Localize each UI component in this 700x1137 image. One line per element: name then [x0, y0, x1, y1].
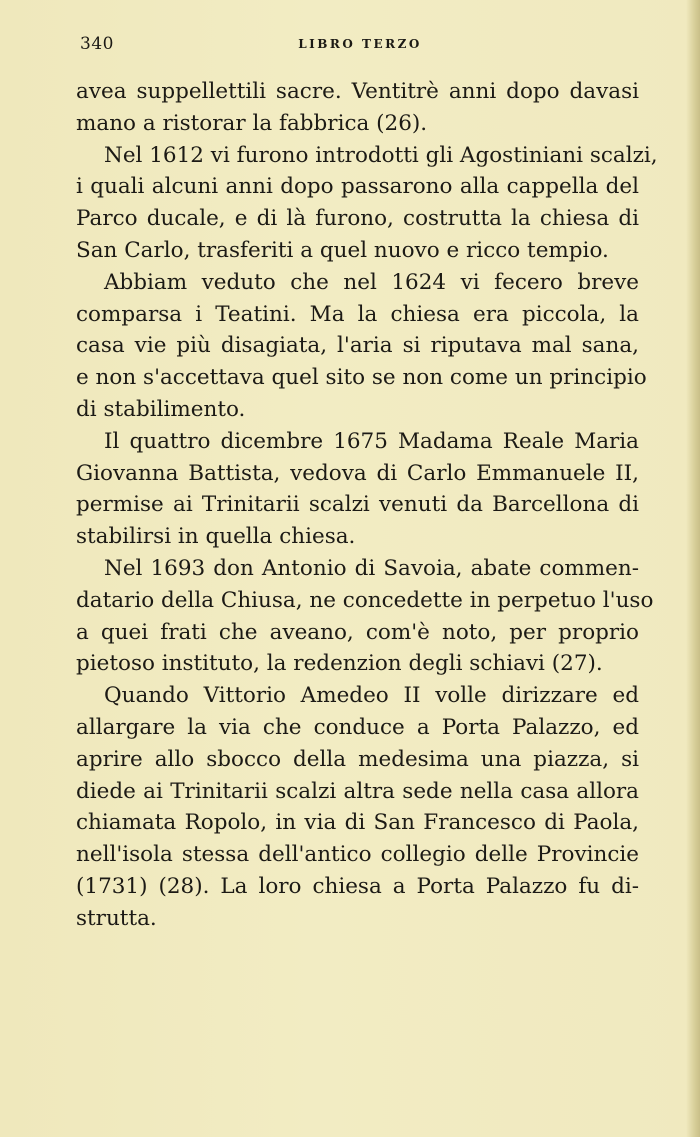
running-title: LIBRO TERZO	[298, 37, 422, 51]
text-line: di stabilimento.	[76, 396, 246, 422]
page-number: 340	[80, 34, 114, 54]
text-line: Quando Vittorio Amedeo II volle dirizzare ed	[104, 683, 639, 709]
text-line: aprire allo sbocco della medesima una piazza, si	[76, 746, 639, 772]
text-line: nell'isola stessa dell'antico collegio delle Provincie	[76, 842, 639, 868]
text-line: Il quattro dicembre 1675 Madama Reale Maria	[104, 428, 639, 454]
text-line: Abbiam veduto che nel 1624 vi fecero breve	[104, 269, 639, 295]
paragraph	[76, 267, 647, 426]
text-line: allargare la via che conduce a Porta Palazzo, ed	[76, 714, 639, 740]
running-head	[80, 34, 640, 58]
text-line: strutta.	[76, 905, 157, 931]
paragraph	[76, 680, 639, 934]
paragraph	[76, 553, 654, 680]
text-line: (1731) (28). La loro chiesa a Porta Palazzo fu di-	[76, 873, 639, 899]
text-line: mano a ristorar la fabbrica (26).	[76, 110, 428, 136]
text-line: avea suppellettili sacre. Ventitrè anni dopo davasi	[76, 79, 639, 104]
text-line: a quei frati che aveano, com'è noto, per proprio	[76, 619, 639, 645]
text-line: San Carlo, trasferiti a quel nuovo e ricco tempio.	[76, 237, 609, 263]
text-line: Nel 1612 vi furono introdotti gli Agostiniani scalzi,	[104, 142, 658, 168]
text-line: casa vie più disagiata, l'aria si riputava mal sana,	[76, 333, 639, 359]
paragraph	[76, 140, 658, 267]
text-line: chiamata Ropolo, in via di San Francesco di Paola,	[76, 810, 639, 836]
text-line: Giovanna Battista, vedova di Carlo Emmanuele II,	[76, 460, 639, 486]
text-line: stabilirsi in quella chiesa.	[76, 524, 356, 550]
body-text	[76, 76, 658, 935]
text-line: e non s'accettava quel sito se non come un principio	[76, 365, 647, 391]
text-line: datario della Chiusa, ne concedette in perpetuo l'uso	[76, 587, 654, 613]
text-line: i quali alcuni anni dopo passarono alla cappella del	[76, 174, 639, 200]
text-line: permise ai Trinitarii scalzi venuti da Barcellona di	[76, 492, 639, 518]
text-line: pietoso instituto, la redenzion degli schiavi (27).	[76, 651, 603, 677]
text-line: Nel 1693 don Antonio di Savoia, abate commen-	[104, 555, 639, 581]
text-line: comparsa i Teatini. Ma la chiesa era piccola, la	[76, 301, 639, 327]
text-line: Parco ducale, e di là furono, costrutta la chiesa di	[76, 206, 639, 232]
paragraph	[76, 76, 639, 140]
text-line: diede ai Trinitarii scalzi altra sede nella casa allora	[76, 778, 639, 804]
page-edge-shadow	[686, 0, 700, 1137]
paragraph	[76, 426, 639, 553]
